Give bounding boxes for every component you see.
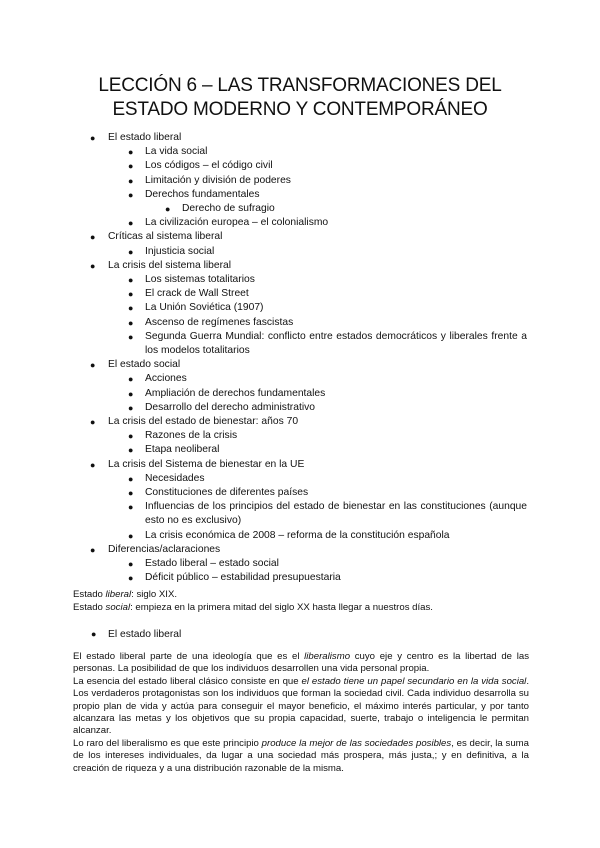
bullet-icon: ● [90,360,96,371]
note-text: Estado [73,602,106,613]
outline-item-label: Los sistemas totalitarios [145,274,255,285]
note-emphasis: social [105,602,131,613]
bullet-icon: ● [90,459,96,470]
bullet-icon: ● [90,544,96,555]
paragraph-text: La esencia del estado liberal clásico consiste en que [73,675,302,687]
bullet-icon: ● [128,402,134,413]
outline-item-label: La civilización europea – el colonialismo [145,217,329,229]
title-line-2: ESTADO MODERNO Y CONTEMPORÁNEO [112,99,488,120]
paragraph-text: Lo raro del liberalismo es que este principio [73,737,262,749]
bullet-icon: ● [90,260,96,271]
bullet-icon: ● [128,303,134,314]
outline-item-level-2 [128,529,450,543]
bullet-icon: ● [165,204,171,214]
bullet-icon: ● [128,445,134,456]
outline-item-level-2 [128,571,341,585]
note-text: Estado [73,589,106,600]
note-estado-liberal [73,589,177,602]
document-title [0,74,600,122]
outline-item-level-2 [128,472,205,486]
outline-item-level-1 [90,230,223,244]
outline-item-label: El estado liberal [108,132,182,143]
outline-item-level-2 [128,216,329,230]
outline-item-level-1 [90,543,221,557]
bullet-icon: ● [90,232,96,243]
outline-item-label: Ascenso de regímenes fascistas [145,316,294,328]
outline-item-level-2 [128,429,238,443]
bullet-icon: ● [128,559,134,569]
outline-item-label: Derecho de sufragio [182,203,275,214]
bullet-icon: ● [90,133,96,143]
outline-item-level-1 [90,415,299,429]
outline-item-label: Estado liberal – estado social [145,558,279,569]
outline-item-label: La crisis del Sistema de bienestar en la UE [108,458,305,470]
outline-item-label: La vida social [145,146,208,158]
bullet-icon: ● [128,331,134,342]
note-emphasis: liberal [105,589,132,600]
outline-item-label: La crisis del sistema liberal [108,259,232,271]
paragraph-emphasis: el estado tiene un papel secundario en la vida social [301,675,527,687]
note-estado-social [73,602,433,615]
bullet-icon: ● [128,246,134,257]
outline-item-label: Déficit público – estabilidad presupuestaria [145,572,341,584]
outline-item-label: La crisis del estado de bienestar: años 70 [108,416,299,427]
outline-item-label: Razones de la crisis [145,430,238,442]
bullet-icon: ● [128,218,134,229]
outline-item-level-2 [128,387,326,401]
outline-item-label: Necesidades [145,472,205,484]
outline-item-level-2 [128,145,208,159]
bullet-icon: ● [128,388,134,399]
outline-item-label: Los códigos – el código civil [145,160,273,172]
bullet-icon: ● [128,431,134,442]
outline-item-label: Influencias de los principios del estado de bienestar en las constituciones (aunque esto no es exclusivo) [145,501,527,527]
outline-item-label: Segunda Guerra Mundial: conflicto entre estados democráticos y liberales frente a los modelos totalitarios [145,330,527,356]
outline-item-level-2 [128,159,273,173]
outline-item-label: La crisis económica de 2008 – reforma de la constitución española [145,529,450,541]
bullet-icon: ● [128,573,134,584]
bullet-icon: ● [91,629,97,639]
bullet-icon: ● [90,417,96,427]
outline-item-level-2 [128,443,220,457]
note-text: : siglo XIX. [131,589,178,600]
outline-item-level-2 [128,372,187,386]
outline-item-level-3 [165,202,275,216]
outline-item-level-2 [128,273,255,287]
paragraph-emphasis: produce la mejor de las sociedades posibles [261,737,452,749]
outline-item-level-2 [128,486,309,500]
outline-item-label: Desarrollo del derecho administrativo [145,401,315,413]
bullet-icon: ● [128,374,134,385]
outline-item-level-2 [128,557,279,571]
outline-item-label: El estado social [108,359,181,371]
outline-item-level-2 [128,330,527,358]
outline-item-label: Injusticia social [145,245,215,257]
title-line-1: LECCIÓN 6 – LAS TRANSFORMACIONES DEL [98,75,502,96]
outline-item-level-2 [128,301,264,315]
bullet-icon: ● [128,175,134,186]
outline-item-label: La Unión Soviética (1907) [145,302,264,314]
outline-item-label: Críticas al sistema liberal [108,231,223,243]
paragraph-emphasis: liberalismo [304,651,351,662]
outline-item-level-1 [90,259,232,273]
outline-item-label: Acciones [145,373,187,385]
paragraph-1 [73,651,529,775]
section-bullet [91,629,182,640]
outline-item-label: Diferencias/aclaraciones [108,543,221,555]
bullet-icon: ● [128,473,134,484]
outline-item-level-2 [128,287,249,301]
paragraph-text: El estado liberal parte de una ideología que es el [73,651,305,662]
bullet-icon: ● [128,147,134,158]
bullet-icon: ● [128,317,134,328]
outline-item-level-2 [128,316,294,330]
paragraph-text: , es decir, la suma de los intereses individuales, da lugar a una sociedad más prospera, más justa,; y en definitiva, a la creación de riqueza y a una distribución razonable de la misma. [73,737,529,774]
outline-item-label: El crack de Wall Street [145,288,249,300]
note-text: : empieza en la primera mitad del siglo XX hasta llegar a nuestros días. [130,602,433,613]
outline-item-level-1 [90,131,182,145]
outline-item-level-1 [90,458,305,472]
outline-item-level-2 [128,401,315,415]
outline-item-level-2 [128,174,291,188]
bullet-icon: ● [128,189,134,200]
bullet-icon: ● [128,488,134,498]
outline-item-label: Constituciones de diferentes países [145,487,309,498]
paragraph-text: . Los verdaderos protagonistas son los individuos que forman la sociedad civil. Cada individuo desarrolla su propio plan de vida y actúa para conseguir el mayor beneficio, el máximo interés particular, y por tanto alcanzara las metas y los objetivos que su propia capacidad, suerte, trabajo o inteligencia le permitan alcanzar. [73,675,529,737]
outline-item-label: Etapa neoliberal [145,444,220,456]
bullet-icon: ● [128,502,134,513]
paragraph-text: cuyo eje y centro es la libertad de las personas. La posibilidad de que los individuos desarrollen una vida personal propia. [73,651,529,675]
bullet-icon: ● [128,289,134,300]
bullet-icon: ● [128,530,134,541]
bullet-icon: ● [128,275,134,285]
outline-item-level-2 [128,188,260,202]
outline-item-label: Ampliación de derechos fundamentales [145,387,326,399]
section-bullet-label: El estado liberal [108,629,182,640]
outline-item-label: Derechos fundamentales [145,188,260,200]
outline-item-level-2 [128,500,527,528]
outline-item-level-1 [90,358,181,372]
bullet-icon: ● [128,161,134,172]
outline-item-level-2 [128,245,215,259]
outline-item-label: Limitación y división de poderes [145,174,291,186]
